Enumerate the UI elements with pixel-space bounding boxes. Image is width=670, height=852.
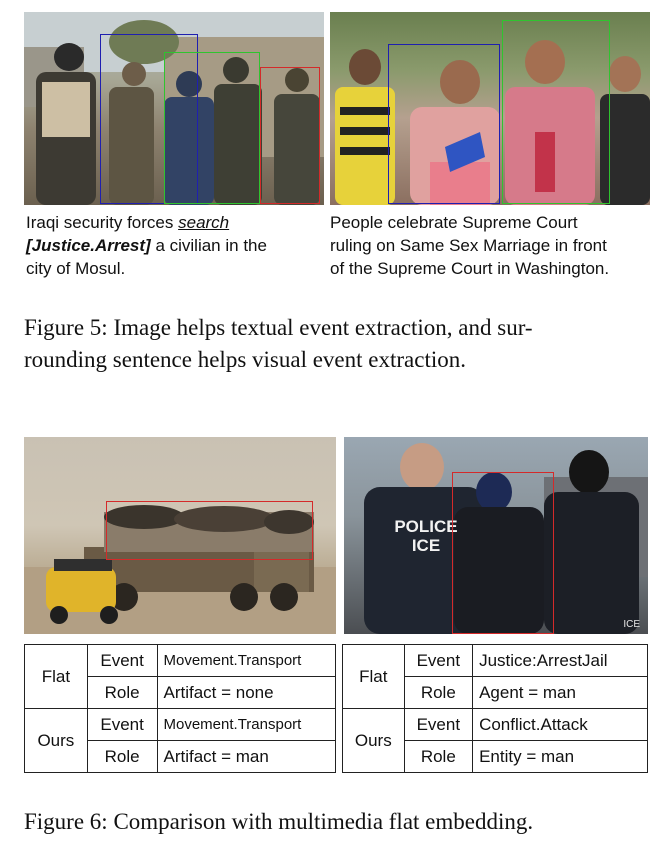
table-row [343, 709, 648, 741]
event-type-label: [Justice.Arrest] [26, 236, 151, 255]
vest-label-line: ICE [411, 536, 441, 555]
role-label-cell: Role [87, 677, 157, 709]
role-value-cell: Entity = man [473, 741, 648, 773]
figure5-caption [24, 312, 652, 376]
figure5-right-caption [330, 211, 655, 280]
role-label-cell: Role [404, 741, 473, 773]
caption-line: rounding sentence helps visual event extraction. [24, 347, 466, 372]
caption-line: ruling on Same Sex Marriage in front [330, 236, 607, 255]
figure6-left-table [24, 644, 336, 773]
event-label-cell: Event [87, 645, 157, 677]
bbox-blue [388, 44, 500, 204]
bbox-red [260, 67, 320, 204]
event-value-cell: Justice:ArrestJail [473, 645, 648, 677]
event-label-cell: Event [404, 709, 473, 741]
event-label-cell: Event [404, 645, 473, 677]
role-value-cell: Agent = man [473, 677, 648, 709]
bbox-red [106, 501, 313, 560]
event-value-cell: Movement.Transport [157, 645, 336, 677]
table-row [25, 709, 336, 741]
role-label-cell: Role [404, 677, 473, 709]
caption-text: a civilian in the [150, 236, 267, 255]
watermark: ICE [623, 619, 640, 630]
figure5-right-photo [330, 12, 650, 205]
caption-line: of the Supreme Court in Washington. [330, 259, 610, 278]
figure6-caption: Figure 6: Comparison with multimedia flat embedding. [24, 809, 534, 834]
figure5-left-photo [24, 12, 324, 205]
event-label-cell: Event [87, 709, 157, 741]
event-value-cell: Movement.Transport [157, 709, 336, 741]
caption-line: city of Mosul. [26, 259, 126, 278]
table-row [343, 645, 648, 677]
caption-line [26, 211, 326, 234]
method-cell: Ours [25, 709, 88, 773]
figure5-left-caption [26, 211, 326, 280]
event-value-cell: Conflict.Attack [473, 709, 648, 741]
vest-label-line: POLICE [394, 517, 458, 536]
role-label-cell: Role [87, 741, 157, 773]
caption-line: Figure 5: Image helps textual event extraction, and sur- [24, 315, 533, 340]
role-value-cell: Artifact = none [157, 677, 336, 709]
bbox-green [502, 20, 610, 204]
method-cell: Flat [343, 645, 405, 709]
bbox-red [452, 472, 554, 634]
bbox-green [164, 52, 260, 204]
caption-text: Iraqi security forces [26, 213, 179, 232]
role-value-cell: Artifact = man [157, 741, 336, 773]
figure6-right-table [342, 644, 648, 773]
table-row [25, 645, 336, 677]
caption-line: People celebrate Supreme Court [330, 213, 578, 232]
method-cell: Ours [343, 709, 405, 773]
caption-line [26, 234, 326, 257]
trigger-word: search [178, 213, 230, 232]
method-cell: Flat [25, 645, 88, 709]
figure6-left-photo [24, 437, 336, 634]
figure6-right-photo [344, 437, 648, 634]
